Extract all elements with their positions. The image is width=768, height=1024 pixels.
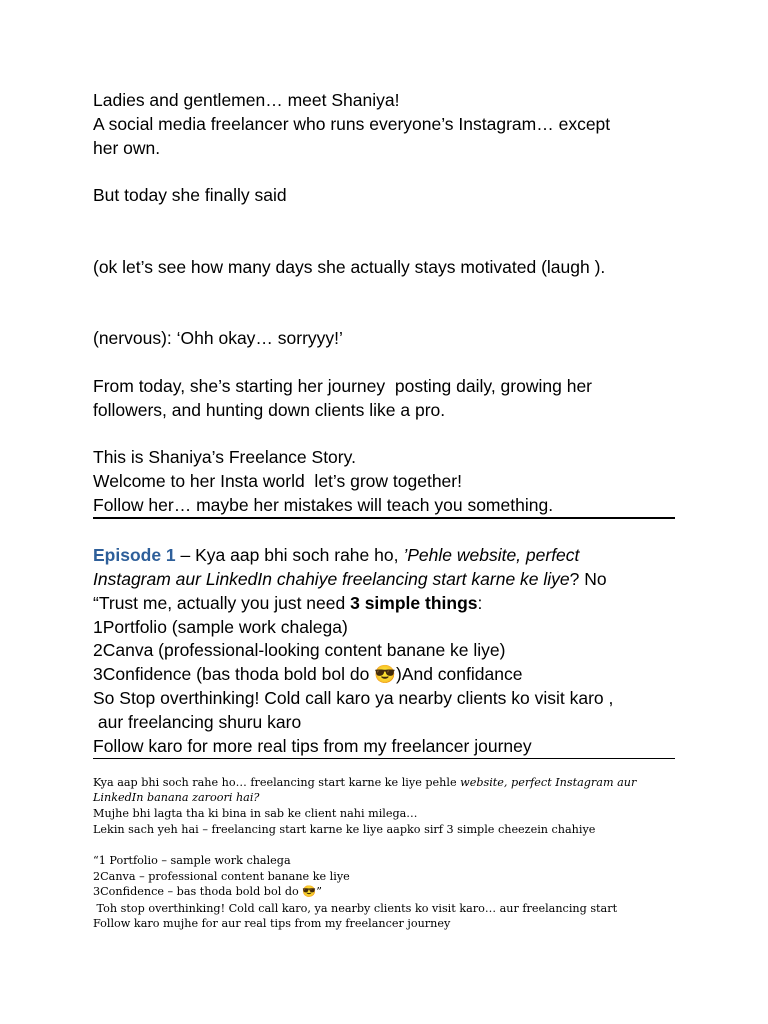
intro-line: But today she finally said: [93, 185, 287, 205]
episode-text: ? No: [569, 569, 607, 589]
notes-line: Mujhe bhi lagta tha ki bina in sab ke client nahi milega…: [93, 807, 418, 820]
episode-line: [93, 543, 579, 567]
intro-line: Follow her… maybe her mistakes will teach you something.: [93, 495, 554, 515]
notes-line: 2Canva – professional content banane ke liye: [93, 870, 350, 883]
episode-line: [93, 591, 482, 615]
episode-italic-text: Instagram aur LinkedIn chahiye freelancing start karne ke liye: [93, 569, 570, 589]
intro-line: This is Shaniya’s Freelance Story.: [93, 447, 356, 467]
episode-text: “Trust me, actually you just need: [93, 593, 351, 613]
episode-line: aur freelancing shuru karo: [93, 712, 302, 732]
intro-line: Welcome to her Insta world let’s grow together!: [93, 471, 462, 491]
episode-line: 2Canva (professional-looking content banane ke liye): [93, 640, 506, 660]
episode-text: :: [477, 593, 483, 613]
intro-line: (ok let’s see how many days she actually stays motivated (laugh ).: [93, 257, 606, 277]
notes-italic-text: website, perfect Instagram aur: [460, 776, 637, 789]
notes-line: Follow karo mujhe for aur real tips from my freelancer journey: [93, 917, 451, 930]
episode-italic-text: ’Pehle website, perfect: [403, 545, 580, 565]
notes-line: [93, 775, 636, 791]
episode-text: – Kya aap bhi soch rahe ho,: [175, 545, 404, 565]
episode-line: 3Confidence (bas thoda bold bol do 😎)And confidance: [93, 664, 523, 684]
notes-line: [93, 790, 259, 806]
section-divider: [93, 758, 675, 759]
episode-line: [93, 567, 607, 591]
notes-line: 3Confidence – bas thoda bold bol do 😎”: [93, 885, 322, 898]
notes-italic-text: LinkedIn banana zaroori hai?: [93, 791, 260, 804]
notes-line: Lekin sach yeh hai – freelancing start karne ke liye aapko sirf 3 simple cheezein chahiye: [93, 823, 596, 836]
intro-line: (nervous): ‘Ohh okay… sorryyy!’: [93, 328, 343, 348]
notes-line: “1 Portfolio – sample work chalega: [93, 854, 291, 867]
notes-text: Kya aap bhi soch rahe ho… freelancing start karne ke liye pehle: [93, 776, 461, 789]
episode-line: So Stop overthinking! Cold call karo ya nearby clients ko visit karo ,: [93, 688, 614, 708]
intro-line: her own.: [93, 138, 161, 158]
section-divider: [93, 517, 675, 519]
intro-line: Ladies and gentlemen… meet Shaniya!: [93, 90, 400, 110]
intro-line: followers, and hunting down clients like a pro.: [93, 400, 446, 420]
notes-line: Toh stop overthinking! Cold call karo, ya nearby clients ko visit karo… aur freelancing start: [93, 902, 618, 915]
episode-line: Follow karo for more real tips from my freelancer journey: [93, 736, 532, 756]
intro-line: From today, she’s starting her journey posting daily, growing her: [93, 376, 592, 396]
episode-bold-text: 3 simple things: [350, 593, 478, 613]
intro-line: A social media freelancer who runs everyone’s Instagram… except: [93, 114, 611, 134]
episode-label: Episode 1: [93, 545, 176, 565]
episode-line: 1Portfolio (sample work chalega): [93, 617, 348, 637]
